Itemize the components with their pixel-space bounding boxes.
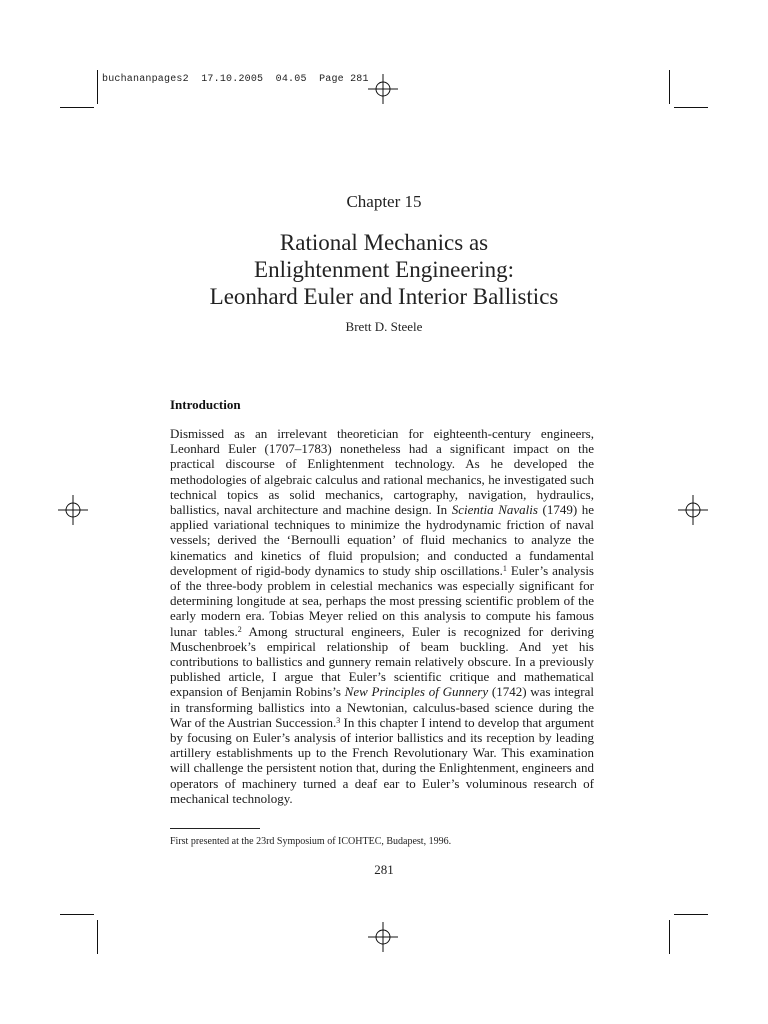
- author-name: Brett D. Steele: [345, 319, 423, 334]
- registration-mark-right: [678, 495, 708, 525]
- italic-title: Scientia Navalis: [451, 502, 538, 518]
- crop-mark-top-right-horizontal: [674, 107, 708, 108]
- crop-mark-top-left-horizontal: [60, 107, 94, 108]
- page-number: 281: [374, 862, 394, 877]
- paragraph: [170, 426, 594, 806]
- footnote-ref[interactable]: 2: [237, 624, 242, 634]
- crop-mark-bottom-right-vertical: [669, 920, 670, 954]
- text-run: Among structural engineers, Euler is recognized for deriving Muschenbroek’s empirical relationship of beam buckling. And yet his contributions to ballistics and gunnery remain relatively obscure. In a previously published article, I argue that Euler’s scientific critique and mathematical expansion of Benjamin Robins’s: [170, 623, 594, 700]
- printer-slug: [102, 74, 369, 85]
- text-run: Dismissed as an irrelevant theoretician for eighteenth-century engineers, Leonhard Euler (1707–1783) nonetheless had a significant impact on the practical discourse of Enlightenment technology. As he developed the methodologies of algebraic calculus and rational mechanics, he investigated such technical topics as solid mechanics, cartography, navigation, hydraulics, ballistics, naval architecture and machine design. In: [170, 426, 594, 518]
- crop-mark-bottom-right-horizontal: [674, 914, 708, 915]
- registration-mark-bottom: [368, 922, 398, 952]
- italic-title: New Principles of Gunnery: [344, 684, 489, 700]
- text-run: Euler’s analysis of the three-body problem in celestial mechanics was especially significant for determining longitude at sea, perhaps the most pressing scientific problem of the early modern era. Tobias Meyer relied on this analysis to compute his famous lunar tables.: [170, 562, 594, 639]
- footnote: First presented at the 23rd Symposium of ICOHTEC, Budapest, 1996.: [170, 836, 452, 847]
- chapter-title: [0, 229, 768, 310]
- footnote-rule: [170, 828, 260, 829]
- chapter-title-line: Leonhard Euler and Interior Ballistics: [209, 284, 559, 309]
- text-run: (1742) was integral in transforming ballistics into a Newtonian, calculus-based science during the War of the Austrian Succession.: [170, 684, 594, 730]
- chapter-label: Chapter 15: [346, 192, 422, 211]
- slug-time: 04.05: [275, 74, 307, 85]
- body-paragraph: [170, 426, 594, 806]
- slug-page: Page 281: [319, 74, 369, 85]
- chapter-title-line: Enlightenment Engineering:: [254, 257, 514, 282]
- footnote-ref[interactable]: 3: [336, 715, 341, 725]
- text-run: (1749) he applied variational techniques to minimize the hydrodynamic friction of naval vessels; derived the ‘Bernoulli equation’ of fluid mechanics to analyze the kinematics and kinetics of fluid propulsion; and conducted a fundamental development of rigid-body dynamics to study ship oscillations.: [170, 502, 594, 578]
- crop-mark-bottom-left-vertical: [97, 920, 98, 954]
- section-heading: Introduction: [170, 397, 241, 412]
- footnote-ref[interactable]: 1: [502, 563, 507, 573]
- registration-mark-top: [368, 74, 398, 104]
- crop-mark-top-right-vertical: [669, 70, 670, 104]
- registration-mark-left: [58, 495, 88, 525]
- slug-file: buchananpages2: [102, 74, 189, 85]
- chapter-title-line: Rational Mechanics as: [279, 230, 489, 255]
- slug-date: 17.10.2005: [201, 74, 264, 85]
- crop-mark-bottom-left-horizontal: [60, 914, 94, 915]
- text-run: In this chapter I intend to develop that argument by focusing on Euler’s analysis of interior ballistics and its reception by leading artillery establishments up to the French Revolutionary War. This examination will challenge the persistent notion that, during the Enlightenment, engineers and operators of machinery turned a deaf ear to Euler’s voluminous research of mechanical technology.: [170, 714, 594, 806]
- crop-mark-top-left-vertical: [97, 70, 98, 104]
